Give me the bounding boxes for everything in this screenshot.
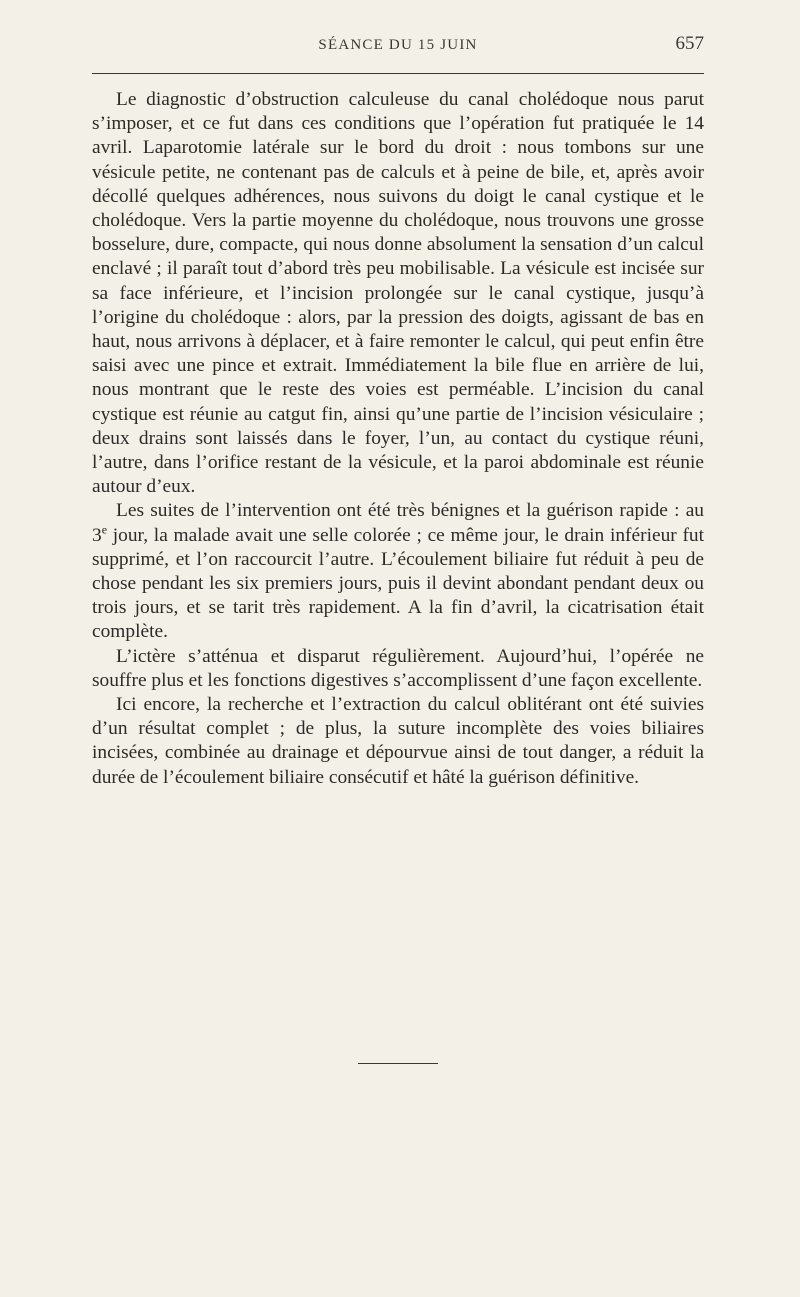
paragraph-outcome: L’ictère s’atténua et disparut régulièrement. Aujourd’hui, l’opérée ne souffre plus et les fonctions digestives s’accomplissent d’une façon excellente. xyxy=(92,645,704,691)
paragraph-diagnosis: Le diagnostic d’obstruction calculeuse du canal cholédoque nous parut s’imposer, et ce fut dans ces conditions que l’opération fut pratiquée le 14 avril. Laparotomie latérale sur le bord du droit : nous tombons sur une vésicule petite, ne contenant pas de calculs et à peine de bile, et, après avoir décollé quelques adhérences, nous suivons du doigt le canal cystique et le cholédoque. Vers la partie moyenne du cholédoque, nous trouvons une grosse bosselure, dure, compacte, qui nous donne absolument la sensation d’un calcul enclavé ; il paraît tout d’abord très peu mobilisable. La vésicule est incisée sur sa face inférieure, et l’incision prolongée sur le canal cystique, jusqu’à l’origine du cholédoque : alors, par la pression des doigts, agissant de bas en haut, nous arrivons à déplacer, et à faire remonter le calcul, qui peut enfin être saisi avec une pince et extrait. Immédiatement la bile flue en arrière de lui, nous montrant que le reste des voies est perméable. L’incision du canal cystique est réunie au catgut fin, ainsi qu’une partie de l’incision vésiculaire ; deux drains sont laissés dans le foyer, l’un, au contact du cystique réuni, l’autre, dans l’orifice restant de la vésicule, et la paroi abdominale est réunie autour d’eux. xyxy=(92,89,704,498)
running-title: SÉANCE DU 15 JUIN xyxy=(318,37,478,53)
paragraph-conclusion: Ici encore, la recherche et l’extraction du calcul oblitérant ont été suivies d’un résultat complet ; de plus, la suture incomplète des voies biliaires incisées, combinée au drainage et dépourvue ainsi de tout danger, a réduit la durée de l’écoulement biliaire consécutif et hâté la guérison définitive. xyxy=(92,694,704,788)
body-text xyxy=(92,88,704,790)
page-header xyxy=(92,34,704,60)
paragraph-recovery: Les suites de l’intervention ont été très bénignes et la guérison rapide : au 3e jour, la malade avait une selle colorée ; ce même jour, le drain inférieur fut supprimé, et l’on raccourcit l’autre. L’écoulement biliaire fut réduit à peu de chose pendant les six premiers jours, puis il devint abondant pendant deux ou trois jours, et se tarit très rapidement. A la fin d’avril, la cicatrisation était complète. xyxy=(92,500,704,643)
header-rule xyxy=(92,73,704,74)
end-rule xyxy=(358,1063,438,1064)
page-number: 657 xyxy=(675,33,704,54)
ordinal-suffix: e xyxy=(101,522,108,537)
